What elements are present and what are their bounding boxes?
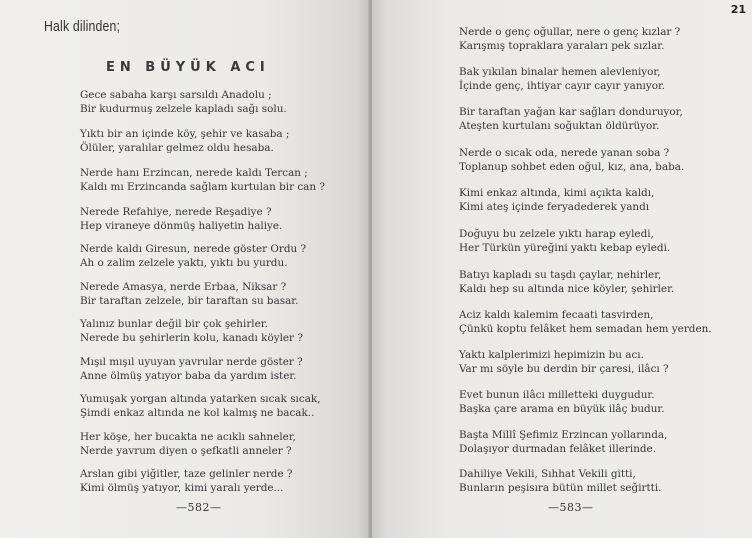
verse-line: Bir kudurmuş zelzele kapladı sağı solu. [80,103,287,115]
verse-line: Nerde o genç oğullar, nere o genç kızlar ? [459,26,681,38]
verse-line: Kaldı hep su altında nice köyler, şehirler. [459,283,675,295]
verse-line: Karışmış topraklara yaraları pek sızlar. [459,40,665,52]
verse-line: Batıyı kapladı su taşdı çaylar, nehirler, [459,269,662,281]
verse-line: Evet bunun ilâcı milletteki duygudur. [459,389,655,401]
verse-line: Nerede bu şehirlerin kolu, kanadı köyler ? [80,332,303,344]
verse-line: Başka çare arama en büyük ilâç budur. [459,403,665,415]
verse-line: Doğuyu bu zelzele yıktı harap eyledi, [459,228,654,240]
stanza [459,388,665,416]
left-page [0,0,370,538]
stanza [459,105,683,133]
verse-line: Yumuşak yorgan altında yatarken sıcak sıcak, [80,393,321,405]
verse-line: Bir taraftan yağan kar sağları donduruyor, [459,106,683,118]
verse-line: Dolaşıyor durmadan felâket illerinde. [459,443,656,455]
verse-line: Her köşe, her bucakta ne acıklı sahneler, [80,431,296,443]
verse-line: Yalınız bunlar değil bir çok şehirler. [80,318,268,330]
stanza [459,308,712,336]
stanza [80,467,292,495]
stanza [80,392,321,420]
verse-line: Yıktı bir an içinde köy, şehir ve kasaba ; [80,128,290,140]
verse-line: Ölüler, yaralılar gelmez oldu hesaba. [80,142,274,154]
stanza [80,127,289,155]
stanza [80,205,282,233]
verse-line: Ateşten kurtulanı soğuktan öldürüyor. [459,120,660,132]
stanza [459,268,674,296]
verse-line: Kimi ateş içinde feryadederek yandı [459,201,650,213]
verse-line: Nerde o sıcak oda, nerede yanan soba ? [459,147,670,159]
stanza [459,348,669,376]
stanza [80,166,325,194]
verse-line: Var mı söyle bu derdin bir çaresi, ilâcı ? [459,363,669,375]
verse-line: Arslan gibi yiğitler, taze gelinler nerde ? [80,468,293,480]
stanza [459,428,667,456]
corner-page-number: 21 [730,3,746,16]
verse-line: Nerde hanı Erzincan, nerede kaldı Tercan ; [80,167,308,179]
verse-line: Nerde kaldı Giresun, nerede göster Ordu ? [80,243,307,255]
verse-line: Mışıl mışıl uyuyan yavrular nerde göster ? [80,356,303,368]
stanza [459,146,684,174]
stanza [80,430,296,458]
page-header-note: Halk dilinden; [44,18,121,35]
verse-line: Ah o zalim zelzele yaktı, yıktı bu yurdu. [80,257,288,269]
stanza [459,65,665,93]
verse-line: Kimi enkaz altında, kimi açıkta kaldı, [459,187,655,199]
stanza [80,355,303,383]
stanza [459,25,680,53]
poem-title: EN BÜYÜK ACI [106,60,270,75]
stanza [459,227,670,255]
verse-line: Başta Millî Şefimiz Erzincan yollarında, [459,429,668,441]
stanza [80,280,298,308]
verse-line: Çünkü koptu felâket hem semadan hem yerden. [459,323,712,335]
page-number: —582— [176,501,222,514]
stanza [459,467,661,495]
verse-line: Yaktı kalplerimizi hepimizin bu acı. [459,349,644,361]
verse-line: Aciz kaldı kalemim fecaati tasvirden, [459,309,654,321]
stanza [459,186,654,214]
verse-line: Nerede Amasya, nerde Erbaa, Niksar ? [80,281,287,293]
verse-line: Nerede Refahiye, nerede Reşadiye ? [80,206,272,218]
verse-line: Bir taraftan zelzele, bir taraftan su basar. [80,295,299,307]
verse-line: Anne ölmüş yatıyor baba da yardım ister. [80,370,297,382]
page-number: —583— [548,501,594,514]
verse-line: Dahiliye Vekili, Sıhhat Vekili gitti, [459,468,636,480]
verse-line: Toplanup sohbet eden oğul, kız, ana, baba. [459,161,685,173]
verse-line: Gece sabaha karşı sarsıldı Anadolu ; [80,89,272,101]
verse-line: Kimi ölmüş yatıyor, kimi yaralı yerde... [80,482,284,494]
stanza [80,88,287,116]
verse-line: Her Türkün yüreğini yaktı kebap eyledi. [459,242,671,254]
verse-line: Şimdi enkaz altında ne kol kalmış ne bacak.. [80,407,315,419]
verse-line: Bak yıkılan binalar hemen alevleniyor, [459,66,661,78]
verse-line: Kaldı mı Erzincanda sağlam kurtulan bir can ? [80,181,325,193]
verse-line: Nerde yavrum diyen o şefkatli anneler ? [80,445,292,457]
right-page [372,0,752,538]
stanza [80,242,306,270]
verse-line: İçinde genç, ihtiyar cayır cayır yanıyor. [459,80,666,92]
stanza [80,317,303,345]
verse-line: Bunların peşisıra bütün millet seğirtti. [459,482,662,494]
verse-line: Hep viraneye dönmüş haliyetin haliye. [80,220,283,232]
